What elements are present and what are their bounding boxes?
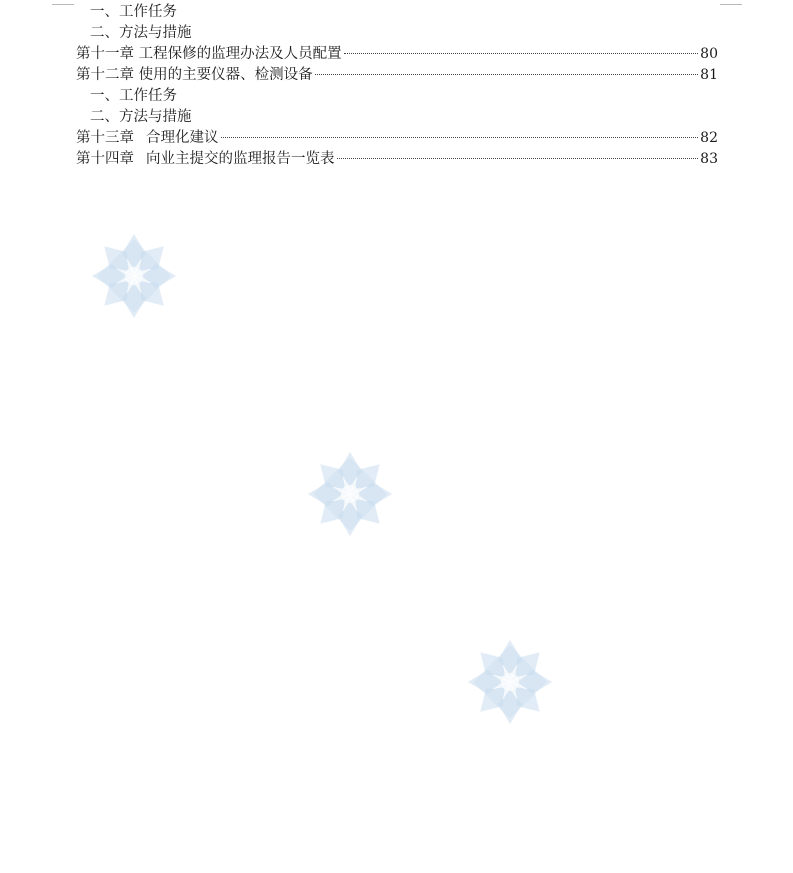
- toc-entry-heading: [76, 128, 219, 149]
- page-corner-mark-right: [720, 0, 742, 5]
- toc-entry-page: 82: [700, 130, 718, 146]
- flower-watermark-icon: [86, 228, 182, 324]
- toc-entry-chapter: 第十二章: [76, 67, 134, 83]
- toc-entry[interactable]: [76, 2, 718, 23]
- toc-entry-title: 合理化建议: [146, 130, 219, 146]
- toc-entry[interactable]: [76, 44, 718, 65]
- toc-entry-title: 一、工作任务: [90, 88, 177, 104]
- toc-entry-title: 向业主提交的监理报告一览表: [146, 151, 335, 167]
- toc-entry-page: 81: [700, 67, 718, 83]
- toc-entry-heading: [76, 65, 313, 86]
- toc-entry[interactable]: [76, 86, 718, 107]
- toc-leader-dots: [221, 137, 699, 138]
- toc-entry-chapter: 第十四章: [76, 151, 134, 167]
- toc-entry-chapter: 第十一章: [76, 46, 134, 62]
- flower-core: [125, 267, 143, 285]
- toc-entry[interactable]: [76, 23, 718, 44]
- flower-core: [341, 485, 359, 503]
- flower-watermark-icon: [462, 634, 558, 730]
- toc-entry[interactable]: [76, 107, 718, 128]
- toc-entry-heading: [76, 149, 335, 170]
- toc-entry[interactable]: [76, 128, 718, 149]
- toc-entry-chapter: 第十三章: [76, 130, 134, 146]
- toc-entry-page: 83: [700, 151, 718, 167]
- toc-entry-title: 使用的主要仪器、检测设备: [138, 67, 313, 83]
- toc-leader-dots: [315, 74, 699, 75]
- toc-entry-title: 工程保修的监理办法及人员配置: [138, 46, 342, 62]
- page-corner-mark-left: [52, 0, 74, 5]
- toc-leader-dots: [344, 53, 699, 54]
- toc-entry-heading: [76, 44, 342, 65]
- flower-watermark-graphic: [462, 634, 558, 730]
- toc-entry-page: 80: [700, 46, 718, 62]
- toc-entry-title: 二、方法与措施: [90, 109, 192, 125]
- toc-entry-title: 一、工作任务: [90, 4, 177, 20]
- toc-entry-title: 二、方法与措施: [90, 25, 192, 41]
- flower-watermark-graphic: [86, 228, 182, 324]
- toc-leader-dots: [337, 158, 699, 159]
- flower-watermark-icon: [302, 446, 398, 542]
- flower-watermark-graphic: [302, 446, 398, 542]
- toc-entry[interactable]: [76, 149, 718, 170]
- toc-entry[interactable]: [76, 65, 718, 86]
- table-of-contents: [76, 2, 718, 170]
- flower-core: [501, 673, 519, 691]
